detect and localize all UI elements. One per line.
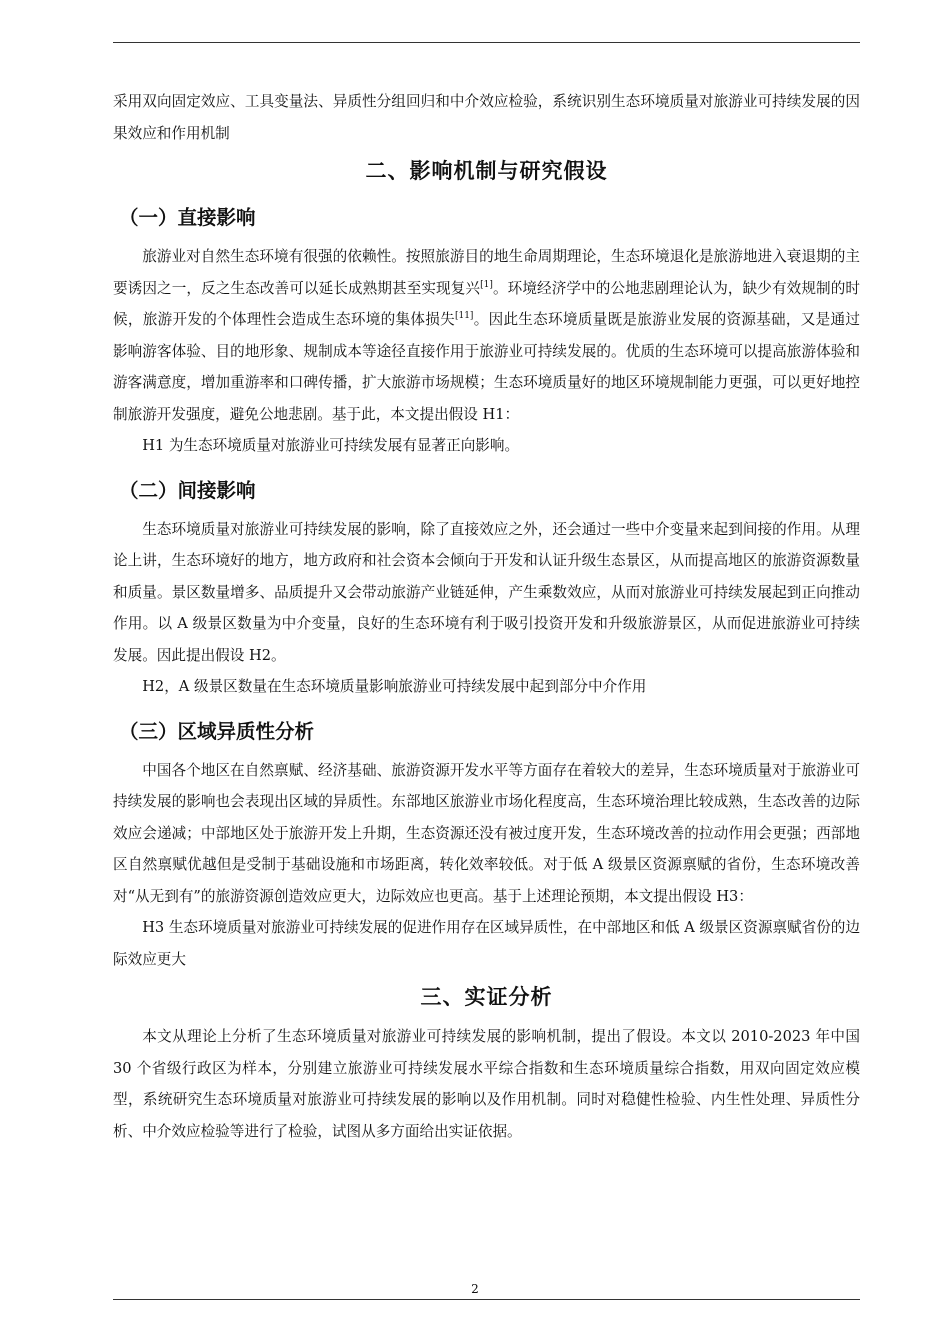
subsection-title-heterogeneity: （三）区域异质性分析 — [119, 719, 315, 743]
subsection-title-direct: （一）直接影响 — [119, 206, 256, 229]
page-body — [113, 86, 860, 1147]
paragraph-text: 。因此生态环境质量既是旅游业发展的资源基础，又是通过影响游客体验、目的地形象、规制成本等途径直接作用于旅游业可持续发展的。优质的生态环境可以提高旅游体验和游客满意度，增加重游率和口碑传播，扩大旅游市场规模；生态环境质量好的地区环境规制能力更强，可以更好地控制旅游开发强度，避免公地悲剧。基于此，本文提出假设 H1： — [113, 311, 860, 423]
hypothesis-h1: H1 为生态环境质量对旅游业可持续发展有显著正向影响。 — [142, 437, 520, 454]
citation-ref: [11] — [454, 311, 474, 321]
paragraph-heterogeneity: 中国各个地区在自然禀赋、经济基础、旅游资源开发水平等方面存在着较大的差异，生态环境质量对于旅游业可持续发展的影响也会表现出区域的异质性。东部地区旅游业市场化程度高，生态环境治理比较成熟，生态改善的边际效应会递减；中部地区处于旅游开发上升期，生态资源还没有被过度开发，生态环境改善的拉动作用会更强；西部地区自然禀赋优越但是受制于基础设施和市场距离，转化效率较低。对于低 A 级景区资源禀赋的省份，生态环境改善对“从无到有”的旅游资源创造效应更大，边际效应也更高。基于上述理论预期，本文提出假设 H3： — [113, 761, 860, 905]
header-rule — [113, 42, 860, 43]
page-number: 2 — [471, 1282, 479, 1296]
paragraph-text: 旅游业对自然生态环境有很强的依赖性。按照旅游目的地生命周期理论，生态环境退化是旅游地进入衰退期的主要诱因之一，反之生态改善可以延长成熟期甚至实现复兴 — [113, 248, 860, 297]
hypothesis-h3: H3 生态环境质量对旅游业可持续发展的促进作用存在区域异质性，在中部地区和低 A 级景区资源禀赋省份的边际效应更大 — [113, 919, 860, 968]
citation-ref: [1] — [480, 279, 493, 290]
paragraph-text: 。环境经济学中的公地悲剧理论认为，缺少有效规制的时候，旅游开发的个体理性会造成生态环境的集体损失 — [113, 279, 860, 328]
paragraph-direct-effect — [113, 241, 860, 430]
paragraph-empirical: 本文从理论上分析了生态环境质量对旅游业可持续发展的影响机制，提出了假设。本文以 2010-2023 年中国 30 个省级行政区为样本，分别建立旅游业可持续发展水平综合指数和生态环境质量综合指数，用双向固定效应模型，系统研究生态环境质量对旅游业可持续发展的影响以及作用机制。同时对稳健性检验、内生性处理、异质性分析、中介效应检验等进行了检验，试图从多方面给出实证依据。 — [113, 1028, 860, 1140]
paragraph-indirect-effect: 生态环境质量对旅游业可持续发展的影响，除了直接效应之外，还会通过一些中介变量来起到间接的作用。从理论上讲，生态环境好的地方，地方政府和社会资本会倾向于开发和认证升级生态景区，从而提高地区的旅游资源数量和质量。景区数量增多、品质提升又会带动旅游产业链延伸，产生乘数效应，从而对旅游业可持续发展起到正向推动作用。以 A 级景区数量为中介变量，良好的生态环境有利于吸引投资开发和升级旅游景区，从而促进旅游业可持续发展。因此提出假设 H2。 — [113, 520, 860, 664]
intro-paragraph: 采用双向固定效应、工具变量法、异质性分组回归和中介效应检验，系统识别生态环境质量对旅游业可持续发展的因果效应和作用机制 — [113, 93, 860, 142]
section-title-empirical: 三、实证分析 — [420, 985, 553, 1009]
hypothesis-h2: H2，A 级景区数量在生态环境质量影响旅游业可持续发展中起到部分中介作用 — [142, 678, 647, 695]
footer-rule — [113, 1299, 860, 1300]
section-title-mechanism: 二、影响机制与研究假设 — [365, 159, 608, 183]
subsection-title-indirect: （二）间接影响 — [119, 478, 256, 502]
